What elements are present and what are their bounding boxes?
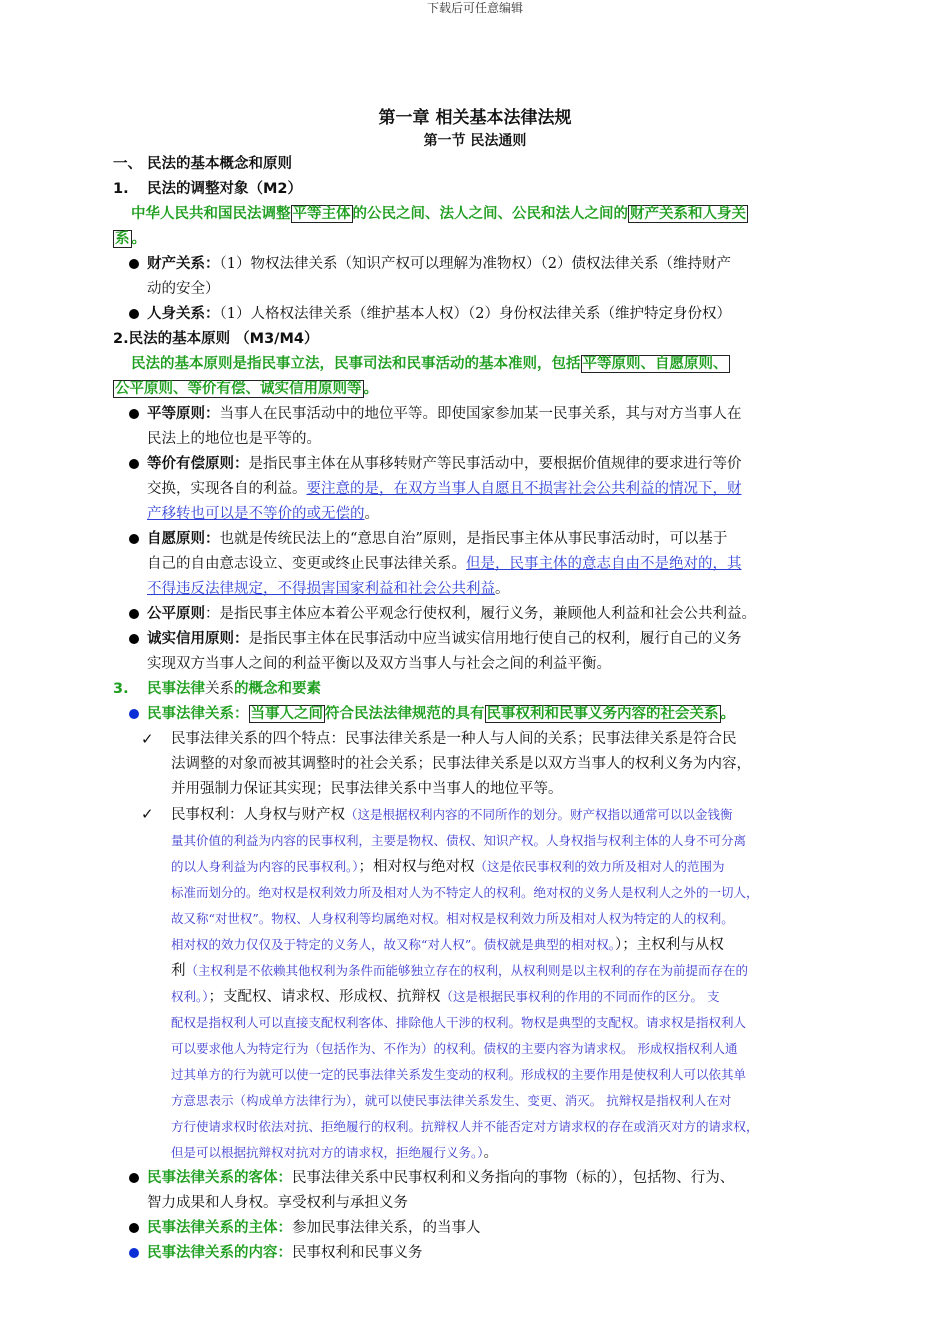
underlined-note: 但是，民事主体的意志自由不是绝对的，其 — [466, 556, 742, 572]
text: 的公民之间、法人之间、公民和法人之间的 — [352, 206, 628, 222]
text: 。 — [720, 706, 735, 722]
list-item-civil-relation — [113, 702, 851, 727]
item-text: 民事权利：人身权与财产权 — [171, 807, 345, 823]
note-text: 配权是指权利人可以直接支配权利客体、排除他人干涉的权利。物权是典型的支配权。请求权是指权利人 — [171, 1015, 747, 1030]
note-text: 故又称“对世权”。物权、人身权利等均属绝对权。相对权是权利效力所及相对人权为特定的人的权利。 — [171, 911, 734, 926]
heading-1 — [113, 152, 851, 177]
bullet-icon — [129, 1248, 139, 1258]
list-item-person — [113, 302, 851, 327]
text: 民法的基本原则是指民事立法，民事司法和民事活动的基本准则，包括 — [131, 356, 581, 372]
note-text: 标准而划分的。绝对权是权利效力所及相对人为不特定人的权利。绝对权的义务人是权利人之外的一切人， — [171, 885, 759, 900]
text: 。 — [495, 581, 510, 597]
heading-number: 1. — [113, 181, 129, 197]
item-text: 是指民事主体在民事活动中应当诚实信用地行使自己的权利，履行自己的义务 — [248, 631, 742, 647]
checkmark-icon: ✓ — [141, 805, 154, 823]
list-item-equality — [113, 402, 851, 452]
check-item-civil-rights — [113, 802, 851, 1166]
note-text: 相对权的效力仅仅及于特定的义务人，故又称“对人权”。债权就是典型的相对权。 — [171, 937, 616, 952]
boxed-term: 公平原则、等价有偿、诚实信用原则等 — [115, 381, 362, 397]
item-text: 当事人在民事活动中的地位平等。即使国家参加某一民事关系，其与对方当事人在 — [219, 406, 742, 422]
item-label: 公平原则 — [147, 606, 205, 622]
boxed-term: 平等原则、自愿原则、 — [582, 356, 728, 372]
note-text: （这是根据权利内容的不同所作的划分。财产权指以通常可以以金钱衡 — [345, 807, 733, 822]
bullet-icon — [129, 409, 139, 419]
item-text: 智力成果和人身权。享受权利与承担义务 — [147, 1195, 408, 1211]
item-text: 民法上的地位也是平等的。 — [147, 431, 321, 447]
heading-text: 民事法律 — [147, 681, 205, 697]
boxed-term: 平等主体 — [292, 206, 351, 222]
item-text: 法调整的对象而被其调整时的社会关系；民事法律关系是以双方当事人的权利义务为内容， — [171, 756, 751, 772]
bullet-icon — [129, 709, 139, 719]
heading-text: 的概念和要素 — [234, 681, 321, 697]
list-item-equivalent-value — [113, 452, 851, 527]
boxed-term: 系 — [115, 231, 130, 247]
item-text: 民事法律关系中民事权利和义务指向的事物（标的），包括物、行为、 — [292, 1170, 735, 1186]
item-text: 实现双方当事人之间的利益平衡以及双方当事人与社会之间的利益平衡。 — [147, 656, 611, 672]
heading-number: 一、 — [113, 156, 142, 172]
heading-number: 3. — [113, 681, 129, 697]
item-label: 人身关系： — [147, 306, 220, 322]
bullet-icon — [129, 609, 139, 619]
item-text: 是指民事主体在从事移转财产等民事活动中，要根据价值规律的要求进行等价 — [248, 456, 742, 472]
text: 。 — [363, 381, 378, 397]
item-text: （1）人格权法律关系（维护基本人权）（2）身份权法律关系（维护特定身份权） — [219, 306, 731, 322]
item-label: 民事法律关系的主体： — [147, 1220, 292, 1236]
bullet-icon — [129, 259, 139, 269]
item-text: 参加民事法律关系，的当事人 — [292, 1220, 481, 1236]
note-text: 的以人身利益为内容的民事权利。） — [171, 859, 359, 874]
note-text: 权利。） — [171, 989, 209, 1004]
list-item-fairness — [113, 602, 851, 627]
list-item-object — [113, 1166, 851, 1216]
bullet-icon — [129, 459, 139, 469]
item-label: 民事法律关系： — [147, 706, 249, 722]
item-label: 等价有偿原则： — [147, 456, 249, 472]
bullet-icon — [129, 1223, 139, 1233]
note-text: （主权利是不依赖其他权利为条件而能够独立存在的权利，从权利则是以主权利的存在为前提而存在的 — [185, 963, 749, 978]
item-text: 自己的自由意志设立、变更或终止民事法律关系。 — [147, 556, 466, 572]
list-item-voluntary — [113, 527, 851, 602]
item-text: ：是指民事主体应本着公平观念行使权利，履行义务，兼顾他人利益和社会公共利益。 — [205, 606, 756, 622]
bullet-icon — [129, 534, 139, 544]
item-label: 民事法律关系的客体： — [147, 1170, 292, 1186]
item-text: （1）物权法律关系（知识产权可以理解为准物权）（2）债权法律关系（维持财产 — [219, 256, 731, 272]
note-text: 过其单方的行为就可以使一定的民事法律关系发生变动的权利。形成权的主要作用是使权利人可以依其单 — [171, 1067, 747, 1082]
item-label: 财产关系： — [147, 256, 220, 272]
bullet-icon — [129, 634, 139, 644]
item-text: 符合民法法律规范的具有 — [325, 706, 485, 722]
heading-1-2: 2.民法的基本原则 （M3/M4） — [113, 331, 319, 347]
item-text: 并用强制力保证其实现；民事法律关系中当事人的地位平等。 — [171, 781, 563, 797]
item-label: 诚实信用原则： — [147, 631, 249, 647]
note-text: 量其价值的利益为内容的民事权利，主要是物权、债权、知识产权。人身权指与权利主体的人身不可分离 — [171, 833, 747, 848]
note-text: （这是依民事权利的效力所及相对人的范围为 — [474, 859, 725, 874]
item-text: 利 — [171, 963, 186, 979]
item-text: 民事法律关系的四个特点：民事法律关系是一种人与人间的关系；民事法律关系是符合民 — [171, 731, 737, 747]
boxed-term: 财产关系和人身关 — [630, 206, 746, 222]
heading-1-3 — [113, 677, 851, 702]
bullet-icon — [129, 309, 139, 319]
paragraph-adjust-object-cont — [113, 227, 851, 252]
note-text: 可以要求他人为特定行为（包括作为、不作为）的权利。债权的主要内容为请求权。 形成权指权利人通 — [171, 1041, 738, 1056]
paragraph-adjust-object — [113, 202, 851, 227]
checkmark-icon: ✓ — [141, 730, 154, 748]
underlined-note: 产移转也可以是不等价的或无偿的 — [147, 506, 365, 522]
list-item-good-faith — [113, 627, 851, 677]
item-label: 自愿原则： — [147, 531, 220, 547]
text: 中华人民共和国民法调整 — [131, 206, 291, 222]
check-item-features — [113, 727, 851, 802]
item-text: ）；主权利与从权 — [615, 937, 724, 953]
item-text: 民事权利和民事义务 — [292, 1245, 423, 1261]
list-item-subject — [113, 1216, 851, 1241]
note-text: （这是根据民事权利的作用的不同而作的区分。 支 — [440, 989, 720, 1004]
text: 。 — [131, 231, 146, 247]
item-text: ；支配权、请求权、形成权、抗辩权 — [208, 989, 441, 1005]
item-text: 也就是传统民法上的“意思自治”原则，是指民事主体从事民事活动时，可以基于 — [219, 531, 728, 547]
section-title: 第一节 民法通则 — [423, 133, 527, 149]
underlined-note: 不得违反法律规定，不得损害国家利益和社会公共利益 — [147, 581, 495, 597]
chapter-title: 第一章 相关基本法律法规 — [378, 108, 572, 128]
bullet-icon — [129, 1173, 139, 1183]
note-text: 方意思表示（构成单方法律行为），就可以使民事法律关系发生、变更、消灭。 抗辩权是指权利人在对 — [171, 1093, 732, 1108]
heading-text: 民法的调整对象（M2） — [147, 181, 303, 197]
item-text: ；相对权与绝对权 — [358, 859, 475, 875]
item-text: 动的安全） — [147, 281, 220, 297]
item-label: 民事法律关系的内容： — [147, 1245, 292, 1261]
paragraph-principles — [113, 352, 851, 377]
underlined-note: 要注意的是，在双方当事人自愿且不损害社会公共利益的情况下，财 — [306, 481, 742, 497]
item-label: 平等原则： — [147, 406, 220, 422]
list-item-property — [113, 252, 851, 302]
heading-text: 民法的基本概念和原则 — [147, 156, 292, 172]
item-text: 。 — [483, 1145, 499, 1161]
heading-1-1 — [113, 177, 851, 202]
page-header-note: 下载后可任意编辑 — [426, 1, 523, 15]
note-text: 方行使请求权时依法对抗、拒绝履行的权利。抗辩权人并不能否定对方请求权的存在或消灭对方的请求权， — [171, 1119, 759, 1134]
boxed-term: 当事人之间 — [250, 706, 323, 722]
document-body — [113, 152, 851, 1266]
paragraph-principles-cont — [113, 377, 851, 402]
text: 。 — [364, 506, 379, 522]
heading-text: 关系 — [205, 681, 234, 697]
item-text: 交换，实现各自的利益。 — [147, 481, 307, 497]
note-text: 但是可以根据抗辩权对抗对方的请求权，拒绝履行义务。） — [171, 1145, 484, 1160]
list-item-content — [113, 1241, 851, 1266]
boxed-term: 民事权利和民事义务内容的社会关系 — [486, 706, 719, 722]
